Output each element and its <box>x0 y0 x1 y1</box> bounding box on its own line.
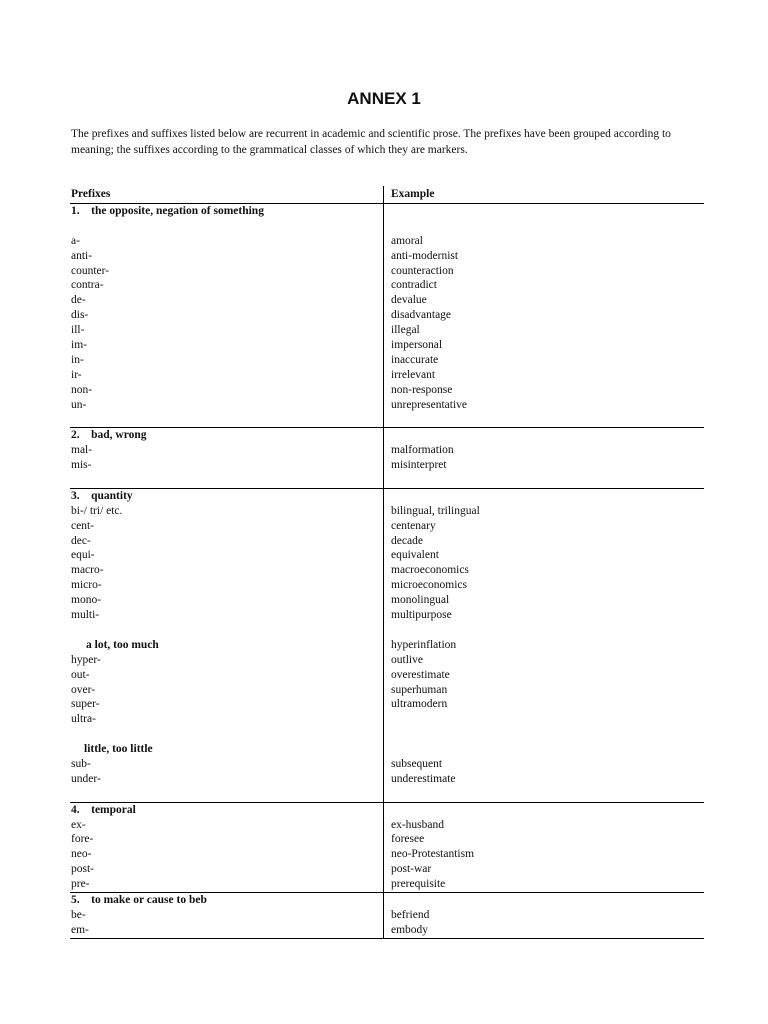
prefix-cell: ir- <box>71 368 82 381</box>
table-row <box>70 412 704 427</box>
example-cell: monolingual <box>391 594 450 607</box>
prefix-table <box>70 186 704 939</box>
example-cell: foresee <box>391 833 425 846</box>
table-header <box>70 186 704 204</box>
intro-paragraph: The prefixes and suffixes listed below are recurrent in academic and scientific prose. The prefixes have been grouped according to meaning; the suffixes according to the grammatical classes of which they are markers. <box>71 128 671 156</box>
section-heading: 3. quantity <box>71 489 133 502</box>
table-row <box>70 847 704 862</box>
prefix-cell: contra- <box>71 279 104 292</box>
prefix-cell: neo- <box>71 848 92 861</box>
prefix-cell: de- <box>71 294 86 307</box>
table-row <box>70 908 704 923</box>
table-row <box>70 519 704 534</box>
table-row <box>70 862 704 877</box>
example-cell: post-war <box>391 863 432 876</box>
table-section <box>70 428 704 489</box>
example-cell: prerequisite <box>391 878 446 891</box>
prefix-cell: cent- <box>71 519 94 532</box>
table-row <box>70 697 704 712</box>
example-cell: centenary <box>391 519 436 532</box>
prefix-cell: post- <box>71 863 94 876</box>
example-cell: disadvantage <box>391 309 452 322</box>
prefix-cell: sub- <box>71 757 91 770</box>
example-cell: irrelevant <box>391 368 436 381</box>
prefix-cell: em- <box>71 923 89 936</box>
prefix-cell: equi- <box>71 549 95 562</box>
prefix-cell: anti- <box>71 249 93 262</box>
header-prefixes: Prefixes <box>71 188 111 200</box>
section-heading: 4. temporal <box>71 803 136 816</box>
example-cell: underestimate <box>391 772 456 785</box>
table-row <box>70 668 704 683</box>
example-cell: misinterpret <box>391 459 447 472</box>
prefix-cell: be- <box>71 908 86 921</box>
table-row <box>70 308 704 323</box>
example-cell: outlive <box>391 653 423 666</box>
example-cell: bilingual, trilingual <box>391 504 480 517</box>
table-row <box>70 742 704 757</box>
table-row <box>70 757 704 772</box>
table-section <box>70 803 704 893</box>
prefix-cell: ultra- <box>71 713 96 726</box>
table-row <box>70 803 704 818</box>
section-heading: 1. the opposite, negation of something <box>71 205 264 217</box>
example-cell: anti-modernist <box>391 249 459 262</box>
prefix-cell: a- <box>71 234 80 247</box>
example-cell: ex-husband <box>391 818 445 831</box>
table-row <box>70 727 704 742</box>
example-cell: hyperinflation <box>391 638 457 651</box>
table-row <box>70 593 704 608</box>
example-cell: impersonal <box>391 339 443 352</box>
prefix-cell: macro- <box>71 564 104 577</box>
prefix-cell: multi- <box>71 609 100 622</box>
example-cell: unrepresentative <box>391 398 467 411</box>
table-row <box>70 489 704 504</box>
prefix-cell: pre- <box>71 878 90 891</box>
prefix-cell: im- <box>71 339 87 352</box>
prefix-cell: ex- <box>71 818 86 831</box>
table-row <box>70 234 704 249</box>
example-cell: equivalent <box>391 549 439 562</box>
table-section <box>70 893 704 939</box>
table-row <box>70 428 704 443</box>
example-cell: amoral <box>391 234 423 247</box>
table-row <box>70 534 704 549</box>
table-row <box>70 712 704 727</box>
table-row <box>70 383 704 398</box>
prefix-cell: fore- <box>71 833 94 846</box>
table-row <box>70 563 704 578</box>
table-row <box>70 278 704 293</box>
prefix-cell: super- <box>71 698 100 711</box>
table-row <box>70 398 704 413</box>
example-cell: subsequent <box>391 757 443 770</box>
prefix-cell: in- <box>71 353 84 366</box>
table-row <box>70 338 704 353</box>
prefix-cell: ill- <box>71 324 85 337</box>
prefix-cell: dis- <box>71 309 89 322</box>
table-row <box>70 473 704 488</box>
table-row <box>70 219 704 234</box>
table-row <box>70 623 704 638</box>
table-row <box>70 608 704 623</box>
prefix-cell: non- <box>71 383 93 396</box>
table-row <box>70 504 704 519</box>
table-row <box>70 249 704 264</box>
example-cell: overestimate <box>391 668 450 681</box>
table-row <box>70 443 704 458</box>
table-row <box>70 923 704 938</box>
table-row <box>70 323 704 338</box>
table-row <box>70 458 704 473</box>
table-row <box>70 787 704 802</box>
example-cell: devalue <box>391 294 427 307</box>
table-row <box>70 638 704 653</box>
table-row <box>70 772 704 787</box>
prefix-cell: un- <box>71 398 87 411</box>
table-row <box>70 353 704 368</box>
example-cell: ultramodern <box>391 698 448 711</box>
example-cell: multipurpose <box>391 609 452 622</box>
table-row <box>70 893 704 908</box>
example-cell: decade <box>391 534 423 547</box>
section-heading: a lot, too much <box>86 638 159 651</box>
prefix-cell: bi-/ tri/ etc. <box>71 504 123 517</box>
page-title: ANNEX 1 <box>347 89 421 108</box>
prefix-cell: mono- <box>71 594 102 607</box>
example-cell: contradict <box>391 279 437 292</box>
prefix-cell: out- <box>71 668 90 681</box>
table-row <box>70 293 704 308</box>
prefix-cell: hyper- <box>71 653 101 666</box>
example-cell: embody <box>391 923 429 936</box>
header-example: Example <box>391 188 435 200</box>
prefix-cell: dec- <box>71 534 91 547</box>
prefix-cell: mal- <box>71 444 93 457</box>
section-heading: little, too little <box>84 743 153 756</box>
example-cell: non-response <box>391 383 453 396</box>
table-row <box>70 653 704 668</box>
section-heading: 5. to make or cause to beb <box>71 893 207 906</box>
example-cell: microeconomics <box>391 579 468 592</box>
table-section <box>70 204 704 428</box>
example-cell: macroeconomics <box>391 564 469 577</box>
prefix-cell: micro- <box>71 579 102 592</box>
prefix-cell: over- <box>71 683 96 696</box>
example-cell: befriend <box>391 908 430 921</box>
prefix-cell: counter- <box>71 264 110 277</box>
example-cell: neo-Protestantism <box>391 848 475 861</box>
table-row <box>70 204 704 219</box>
example-cell: superhuman <box>391 683 448 696</box>
table-row <box>70 264 704 279</box>
table-row <box>70 548 704 563</box>
table-section <box>70 489 704 803</box>
example-cell: malformation <box>391 444 454 457</box>
example-cell: inaccurate <box>391 353 439 366</box>
prefix-cell: mis- <box>71 459 92 472</box>
table-row <box>70 683 704 698</box>
table-row <box>70 832 704 847</box>
example-cell: counteraction <box>391 264 454 277</box>
example-cell: illegal <box>391 324 420 337</box>
table-row <box>70 578 704 593</box>
table-row <box>70 877 704 892</box>
prefix-cell: under- <box>71 772 101 785</box>
table-row <box>70 818 704 833</box>
section-heading: 2. bad, wrong <box>71 429 147 442</box>
table-row <box>70 368 704 383</box>
